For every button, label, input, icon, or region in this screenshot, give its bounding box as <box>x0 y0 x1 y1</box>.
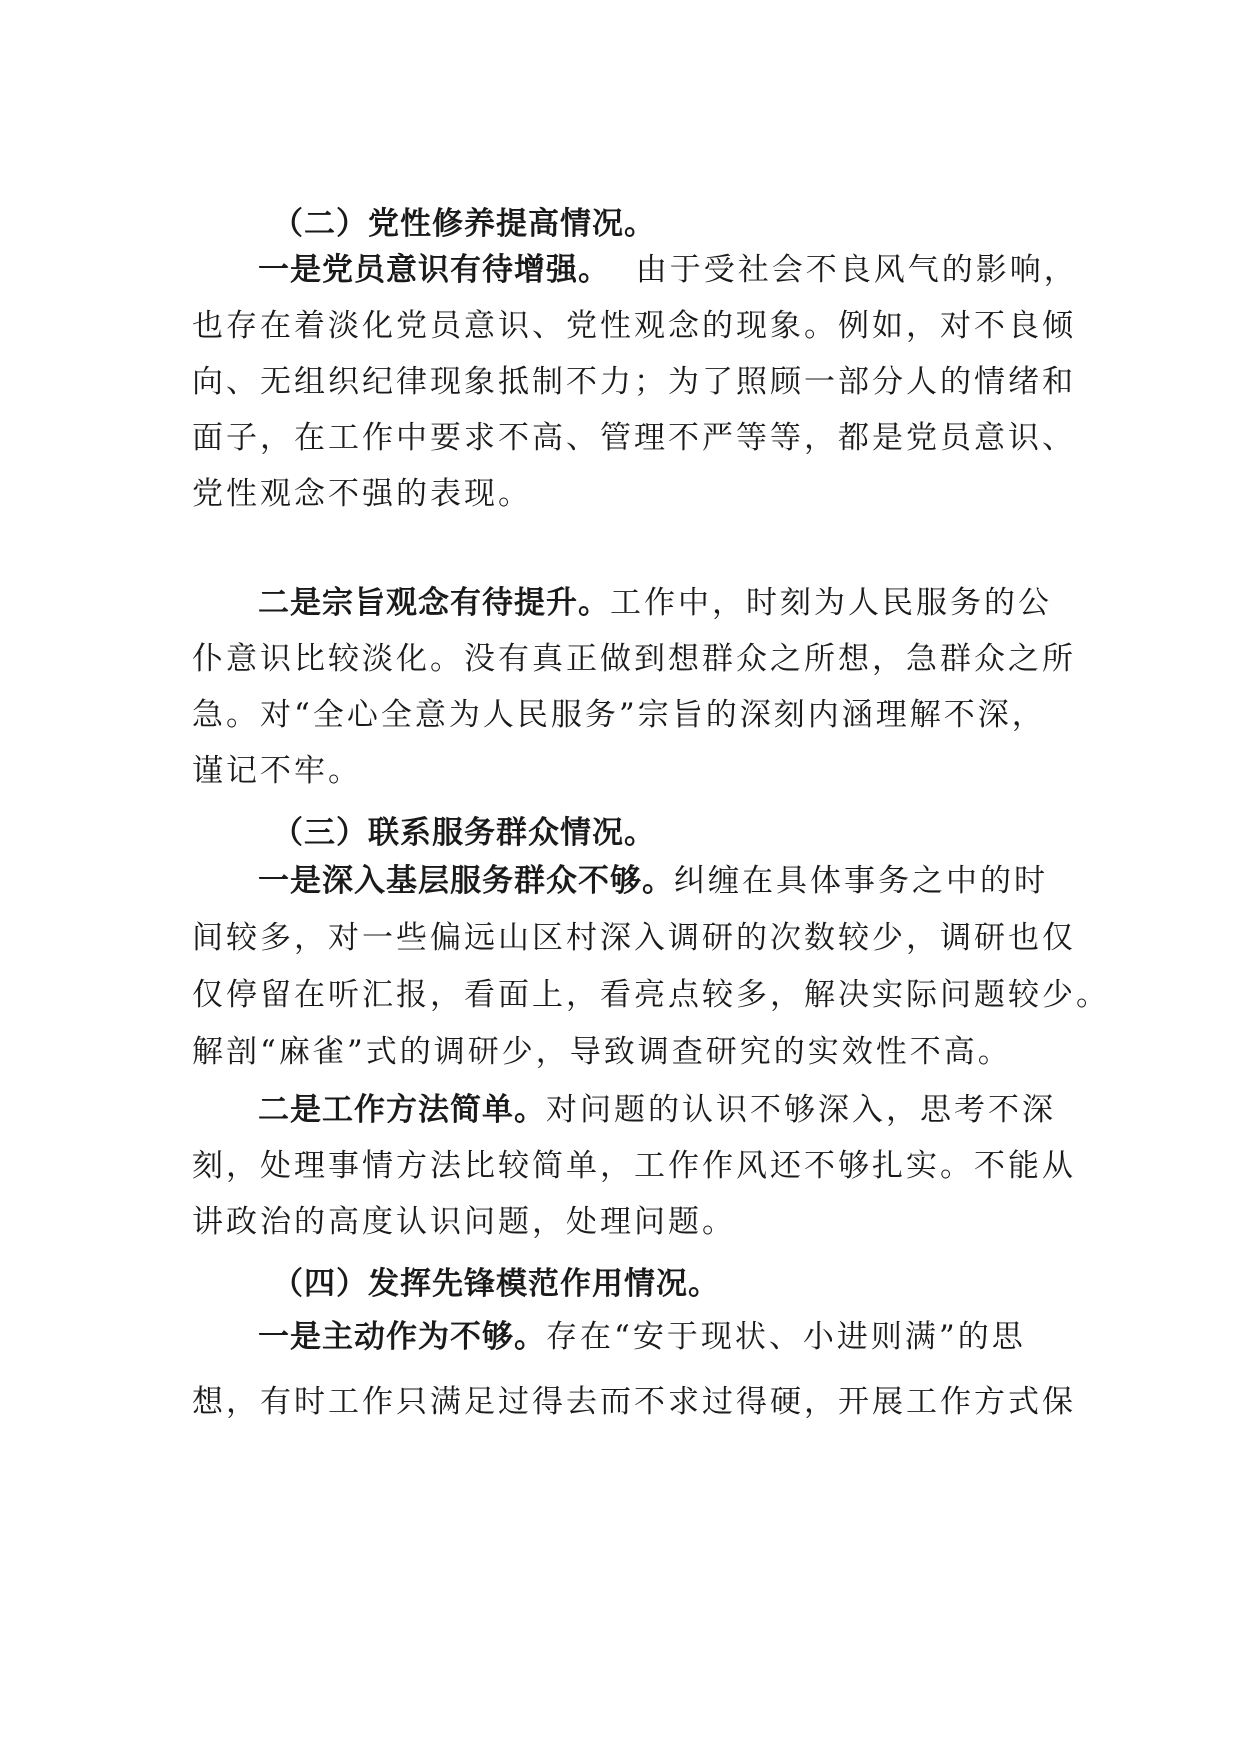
paragraph-text: 存在“安于现状、小进则满”的思 <box>546 1319 1026 1355</box>
paragraph-line: 间较多，对一些偏远山区村深入调研的次数较少，调研也仅 <box>192 920 1076 956</box>
paragraph-line: 党性观念不强的表现。 <box>192 476 532 512</box>
paragraph-text: 纠缠在具体事务之中的时 <box>674 863 1048 899</box>
paragraph-lead: 一是深入基层服务群众不够。 <box>258 863 674 899</box>
section-heading-4: （四）发挥先锋模范作用情况。 <box>272 1266 720 1302</box>
paragraph-line: 刻，处理事情方法比较简单，工作作风还不够扎实。不能从 <box>192 1148 1076 1184</box>
paragraph-line: 想，有时工作只满足过得去而不求过得硬，开展工作方式保 <box>192 1384 1076 1420</box>
paragraph-line <box>258 583 1052 623</box>
paragraph-line: 谨记不牢。 <box>192 753 362 789</box>
paragraph-line <box>258 861 1048 901</box>
paragraph-text: 工作中，时刻为人民服务的公 <box>610 585 1052 621</box>
paragraph-line: 也存在着淡化党员意识、党性观念的现象。例如，对不良倾 <box>192 308 1076 344</box>
paragraph-line <box>258 1090 1056 1130</box>
paragraph-line: 急。对“全心全意为人民服务”宗旨的深刻内涵理解不深， <box>192 697 1046 733</box>
paragraph-text: 对问题的认识不够深入，思考不深 <box>546 1092 1056 1128</box>
paragraph-lead: 二是宗旨观念有待提升。 <box>258 585 610 621</box>
paragraph-text: 由于受社会不良风气的影响， <box>610 252 1078 288</box>
section-heading-2: （二）党性修养提高情况。 <box>272 206 656 242</box>
paragraph-line: 仆意识比较淡化。没有真正做到想群众之所想，急群众之所 <box>192 641 1076 677</box>
paragraph-line <box>258 250 1078 290</box>
section-heading-3: （三）联系服务群众情况。 <box>272 815 656 851</box>
paragraph-line: 解剖“麻雀”式的调研少，导致调查研究的实效性不高。 <box>192 1034 1012 1070</box>
paragraph-lead: 一是党员意识有待增强。 <box>258 252 610 288</box>
paragraph-line <box>258 1317 1026 1357</box>
paragraph-line: 仅停留在听汇报，看面上，看亮点较多，解决实际问题较少。 <box>192 977 1110 1013</box>
paragraph-line: 向、无组织纪律现象抵制不力；为了照顾一部分人的情绪和 <box>192 364 1076 400</box>
paragraph-line: 讲政治的高度认识问题，处理问题。 <box>192 1204 736 1240</box>
paragraph-line: 面子，在工作中要求不高、管理不严等等，都是党员意识、 <box>192 420 1076 456</box>
paragraph-lead: 一是主动作为不够。 <box>258 1319 546 1355</box>
paragraph-lead: 二是工作方法简单。 <box>258 1092 546 1128</box>
